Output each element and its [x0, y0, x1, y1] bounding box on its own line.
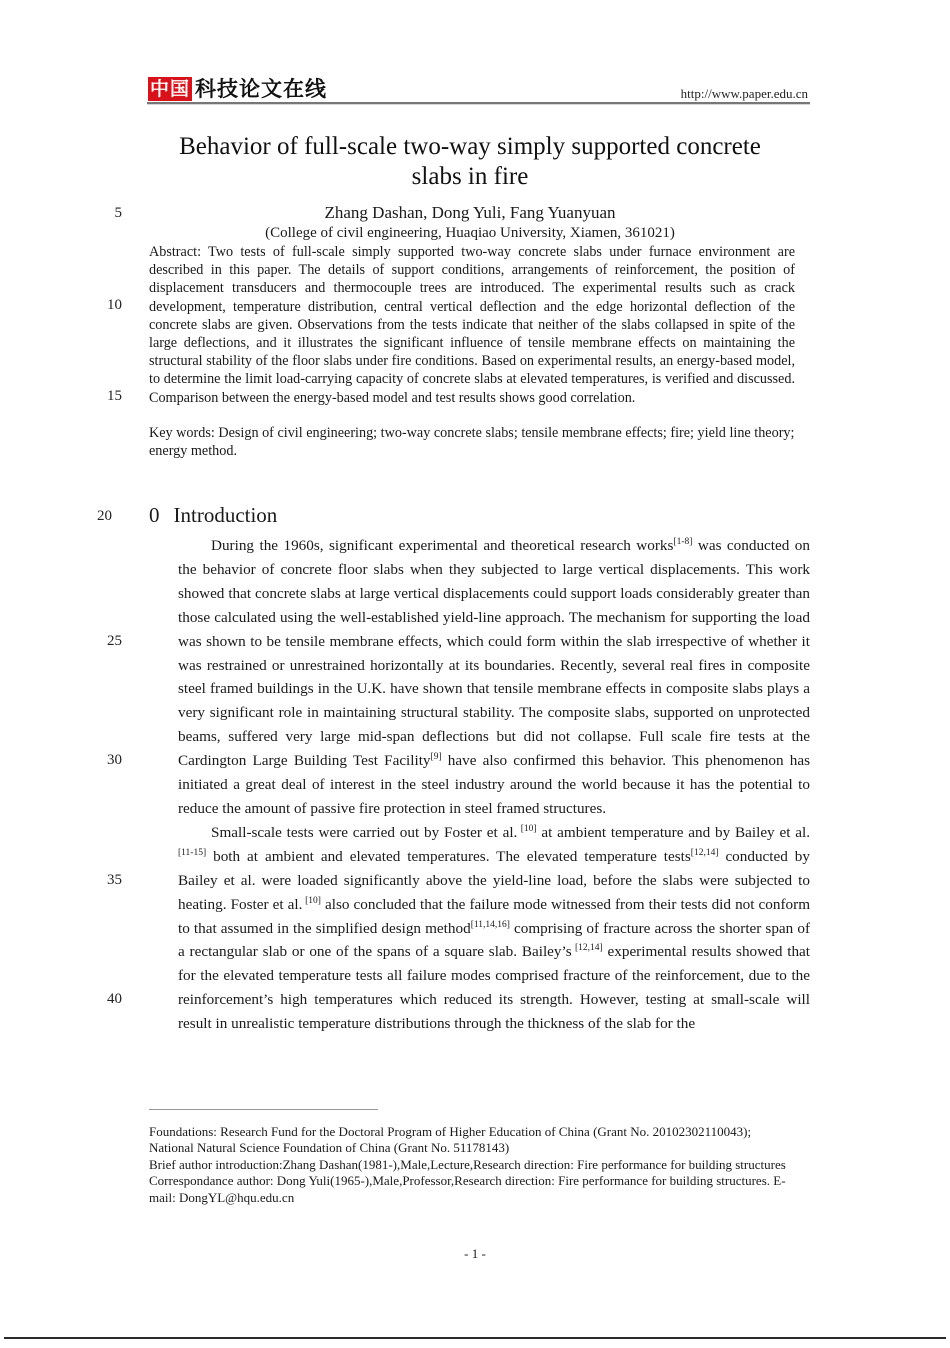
text-run: conducted by Bailey et al. were loaded significantly above the yield-line load, before the slabs were subjected to heating. Foster et al. [178, 847, 810, 913]
section-heading [149, 503, 277, 528]
section-number: 0 [149, 503, 160, 527]
line-number: 15 [107, 388, 122, 404]
page-number: - 1 - [464, 1246, 486, 1261]
line-number: 25 [107, 633, 122, 649]
citation-link[interactable]: [1-8] [673, 536, 693, 547]
paper-title [140, 132, 800, 192]
text-run: have also confirmed this behavior. This phenomenon has initiated a great deal of interest in the steel industry around the world because it has the potential to reduce the amount of passive fire protection in steel framed structures. [178, 752, 810, 817]
text-run: both at ambient and elevated temperatures. The elevated temperature tests [206, 847, 691, 865]
line-number: 30 [107, 752, 122, 768]
logo-black-text: 科技论文在线 [195, 77, 328, 101]
site-logo [148, 76, 327, 102]
text-run: experimental results showed that for the elevated temperature tests all failure modes comprised fracture of the reinforcement, due to the reinforcement’s high temperatures which reduced its strength. However, testing at small-scale will result in unrealistic temperature distributions through the thickness of the slab for the [178, 943, 810, 1033]
header-divider-shadow [147, 104, 810, 105]
title-line-1: Behavior of full-scale two-way simply supported concrete [179, 133, 761, 160]
footnote-brief-author: Brief author introduction:Zhang Dashan(1981-),Male,Lecture,Research direction: Fire performance for building structures [149, 1156, 786, 1172]
abstract: Abstract: Two tests of full-scale simply supported two-way concrete slabs under furnace environment are described in this paper. The details of support conditions, arrangements of reinforcement, the position of displacement transducers and thermocouple trees are introduced. The experimental results such as crack development, temperature distribution, central vertical deflection and the edge horizontal deflection of the concrete slabs are given. Observations from the tests indicate that neither of the slabs collapsed in spite of the large deflections, and it illustrates the significant influence of tensile membrane effects on maintaining the structural stability of the floor slabs under fire conditions. Based on experimental results, an energy-based model, to determine the limit load-carrying capacity of concrete slabs at elevated temperatures, is verified and discussed. Comparison between the energy-based model and test results shows good correlation. [149, 244, 795, 406]
text-run: was conducted on the behavior of concrete floor slabs when they subjected to large vertical displacements. This work showed that concrete slabs at large vertical displacements could support loads considerably greater than those calculated using the well-established yield-line approach. The mechanism for supporting the load was shown to be tensile membrane effects, which could form within the slab irrespective of whether it was restrained or unrestrained horizontally at its boundaries. Recently, several real fires in composite steel framed buildings in the U.K. have shown that tensile membrane effects in composite slabs plays a very significant role in maintaining structural stability. The composite slabs, supported on unprotected beams, suffered very large mid-span deflections but did not collapse. Full scale fire tests at the Cardington Large Building Test Facility [178, 537, 810, 770]
line-number: 40 [107, 991, 122, 1007]
text-run: Small-scale tests were carried out by Foster et al. [211, 823, 518, 841]
citation-link[interactable]: [12,14] [571, 943, 603, 954]
line-number: 20 [97, 508, 112, 524]
citation-link[interactable]: [12,14] [690, 847, 719, 858]
line-number: 5 [114, 205, 122, 221]
citation-link[interactable]: [9] [430, 752, 442, 763]
site-url: http://www.paper.edu.cn [680, 86, 808, 101]
line-number: 10 [107, 297, 122, 313]
paragraph [178, 821, 810, 1036]
paragraph [178, 534, 810, 821]
title-line-2: slabs in fire [411, 163, 529, 190]
line-number: 35 [107, 872, 122, 888]
body-text [178, 534, 810, 1036]
citation-link[interactable]: [11,14,16] [470, 919, 510, 930]
citation-link[interactable]: [11-15] [178, 847, 207, 858]
footnotes [149, 1124, 799, 1206]
author-list: Zhang Dashan, Dong Yuli, Fang Yuanyuan [324, 203, 616, 222]
keywords: Key words: Design of civil engineering; two-way concrete slabs; tensile membrane effects; fire; yield line theory; energy method. [149, 425, 795, 460]
footnote-divider [149, 1109, 378, 1110]
logo-red-text: 中国 [150, 78, 191, 100]
text-run: During the 1960s, significant experimental and theoretical research works [211, 537, 674, 554]
text-run: also concluded that the failure mode witnessed from their tests did not conform to that assumed in the simplified design method [178, 895, 811, 937]
page-bottom-border [4, 1337, 946, 1339]
citation-link[interactable]: [10] [302, 895, 321, 906]
text-run: at ambient temperature and by Bailey et al. [536, 823, 811, 841]
text-run: comprising of fracture across the shorter span of a rectangular slab or one of the spans of a square slab. Bailey’s [178, 919, 810, 961]
footnote-correspondence: Correspondance author: Dong Yuli(1965-),Male,Professor,Research direction: Fire performance for building structures. E-mail: DongYL@hqu.edu.cn [149, 1173, 786, 1205]
section-title: Introduction [173, 503, 278, 527]
citation-link[interactable]: [10] [517, 823, 537, 834]
footnote-foundations: Foundations: Research Fund for the Doctoral Program of Higher Education of China (Grant No. 20102302110043); National Natural Science Foundation of China (Grant No. 51178143) [149, 1124, 752, 1156]
affiliation: (College of civil engineering, Huaqiao University, Xiamen, 361021) [265, 225, 675, 241]
